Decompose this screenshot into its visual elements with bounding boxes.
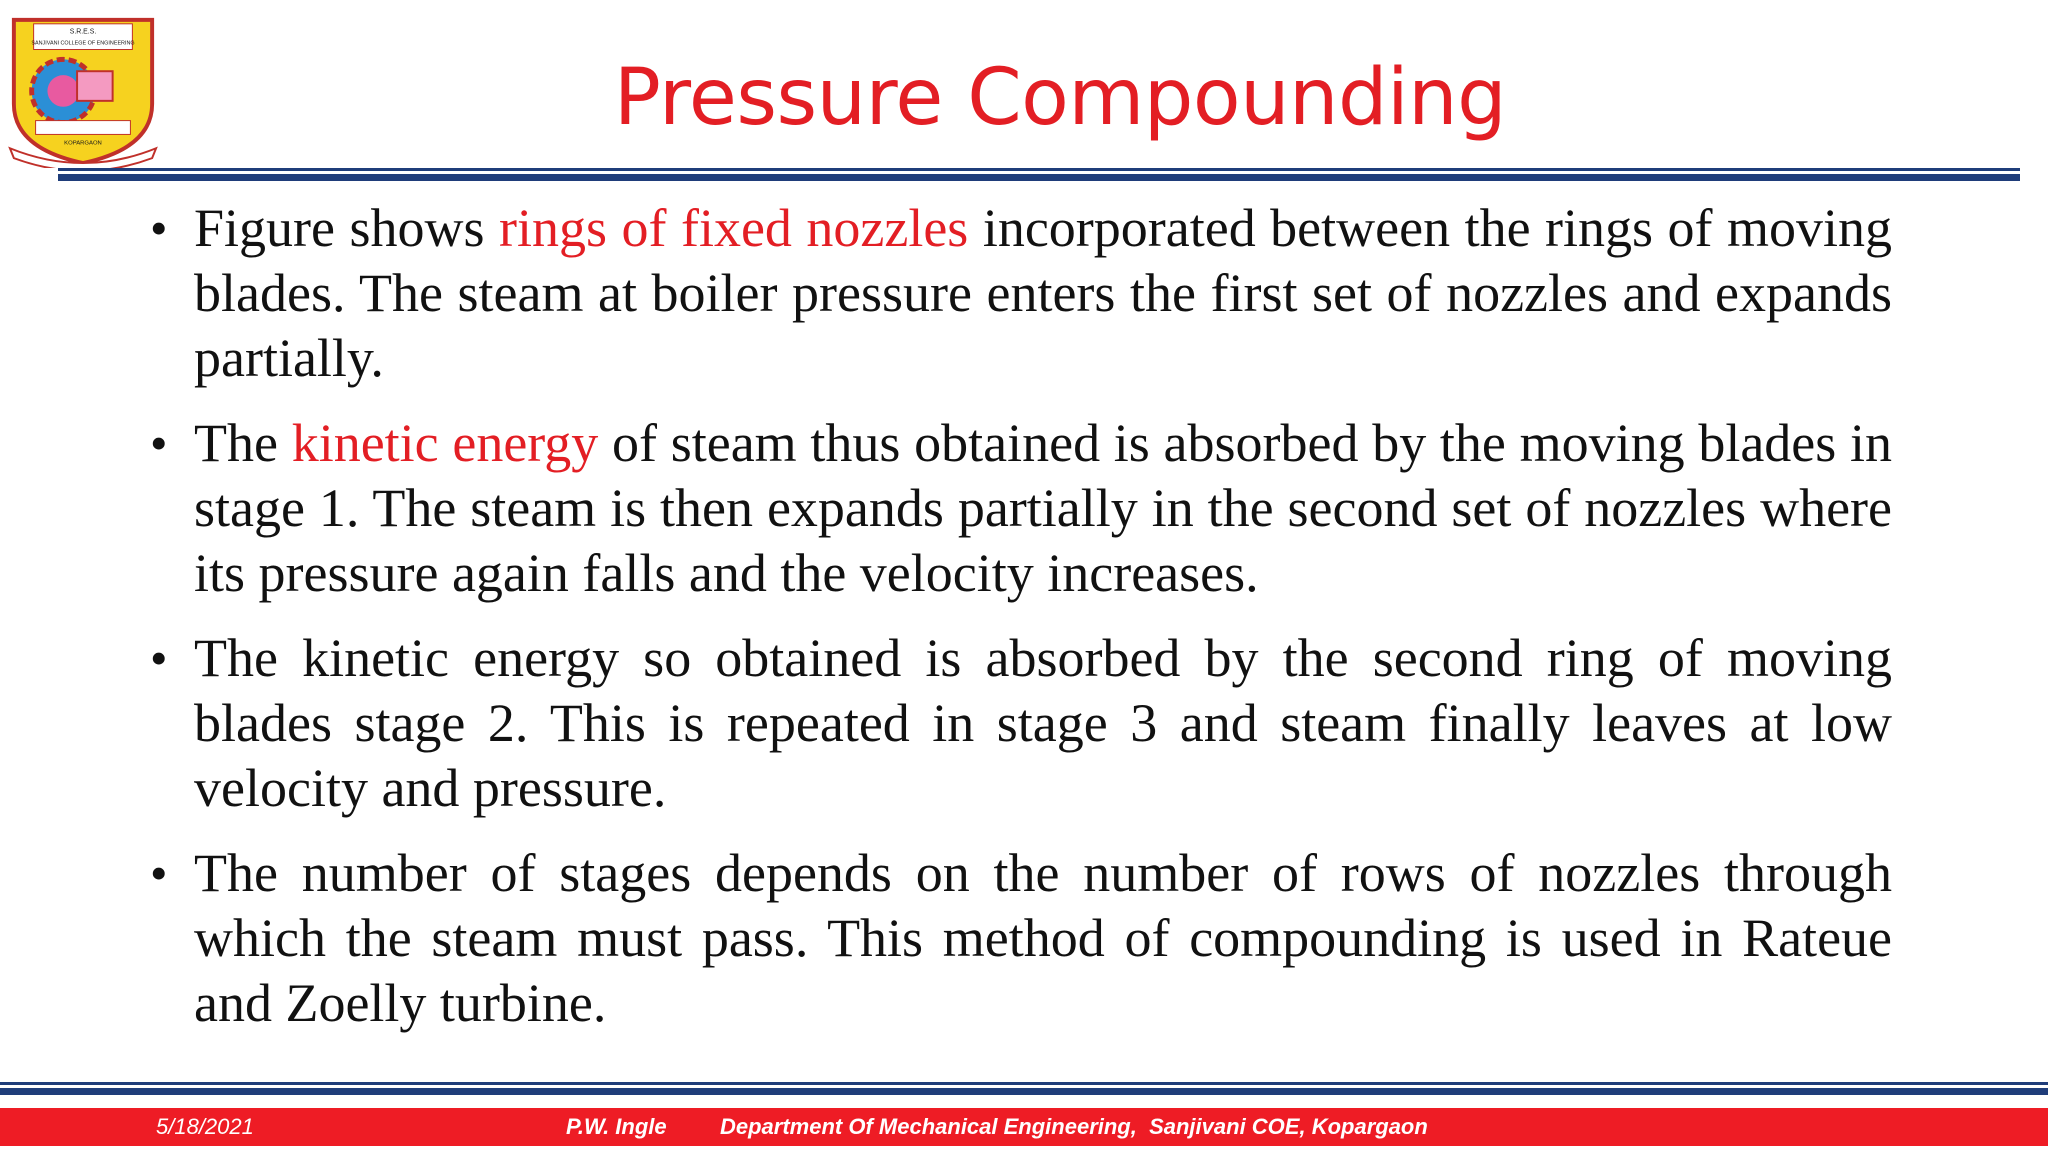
footer-rule-thin <box>0 1082 2048 1085</box>
college-logo <box>4 10 162 168</box>
bullet-text: Figure shows <box>194 198 499 258</box>
bullet-text: The number of stages depends on the number of rows of nozzles through which the steam must pass. This method of compounding is used in Rateue and Zoelly turbine. <box>194 843 1892 1033</box>
bullet-text: The kinetic energy so obtained is absorbed by the second ring of moving blades stage 2. This is repeated in stage 3 and steam finally leaves at low velocity and pressure. <box>194 628 1892 818</box>
bullet-item <box>150 196 1892 391</box>
bullet-marker: • <box>150 200 168 256</box>
bullet-item <box>150 411 1892 606</box>
footer-rule-thick <box>0 1088 2048 1095</box>
bullet-text: The <box>194 413 292 473</box>
bullet-highlight: kinetic energy <box>291 413 599 473</box>
footer-bar <box>0 1108 2048 1146</box>
slide-title: Pressure Compounding <box>613 53 1507 143</box>
footer-department: Department Of Mechanical Engineering, Sanjivani COE, Kopargaon <box>720 1114 1428 1139</box>
bullet-marker: • <box>150 845 168 901</box>
bullet-text: of steam thus obtained is absorbed by the moving blades in stage 1. The steam is then expands partially in the second set of nozzles where its pressure again falls and the velocity increases. <box>194 413 1893 603</box>
footer-date: 5/18/2021 <box>156 1114 254 1139</box>
bullet-text: incorporated between the rings of moving blades. The steam at boiler pressure enters the first set of nozzles and expands partially. <box>194 198 1892 388</box>
header-rule-thick <box>58 174 2020 181</box>
svg-text:S.R.E.S.: S.R.E.S. <box>69 28 97 36</box>
bullet-item <box>150 626 1892 821</box>
bullet-item <box>150 841 1892 1036</box>
header-rule-thin <box>58 168 2020 171</box>
svg-text:KOPARGAON: KOPARGAON <box>64 140 102 147</box>
bullet-marker: • <box>150 415 168 471</box>
svg-text:SANJIVANI COLLEGE OF ENGINEERI: SANJIVANI COLLEGE OF ENGINEERING <box>31 40 135 47</box>
bullet-marker: • <box>150 630 168 686</box>
bullet-highlight: rings of fixed nozzles <box>499 198 969 258</box>
bullet-list <box>150 196 1892 1056</box>
footer-author: P.W. Ingle <box>566 1114 667 1139</box>
